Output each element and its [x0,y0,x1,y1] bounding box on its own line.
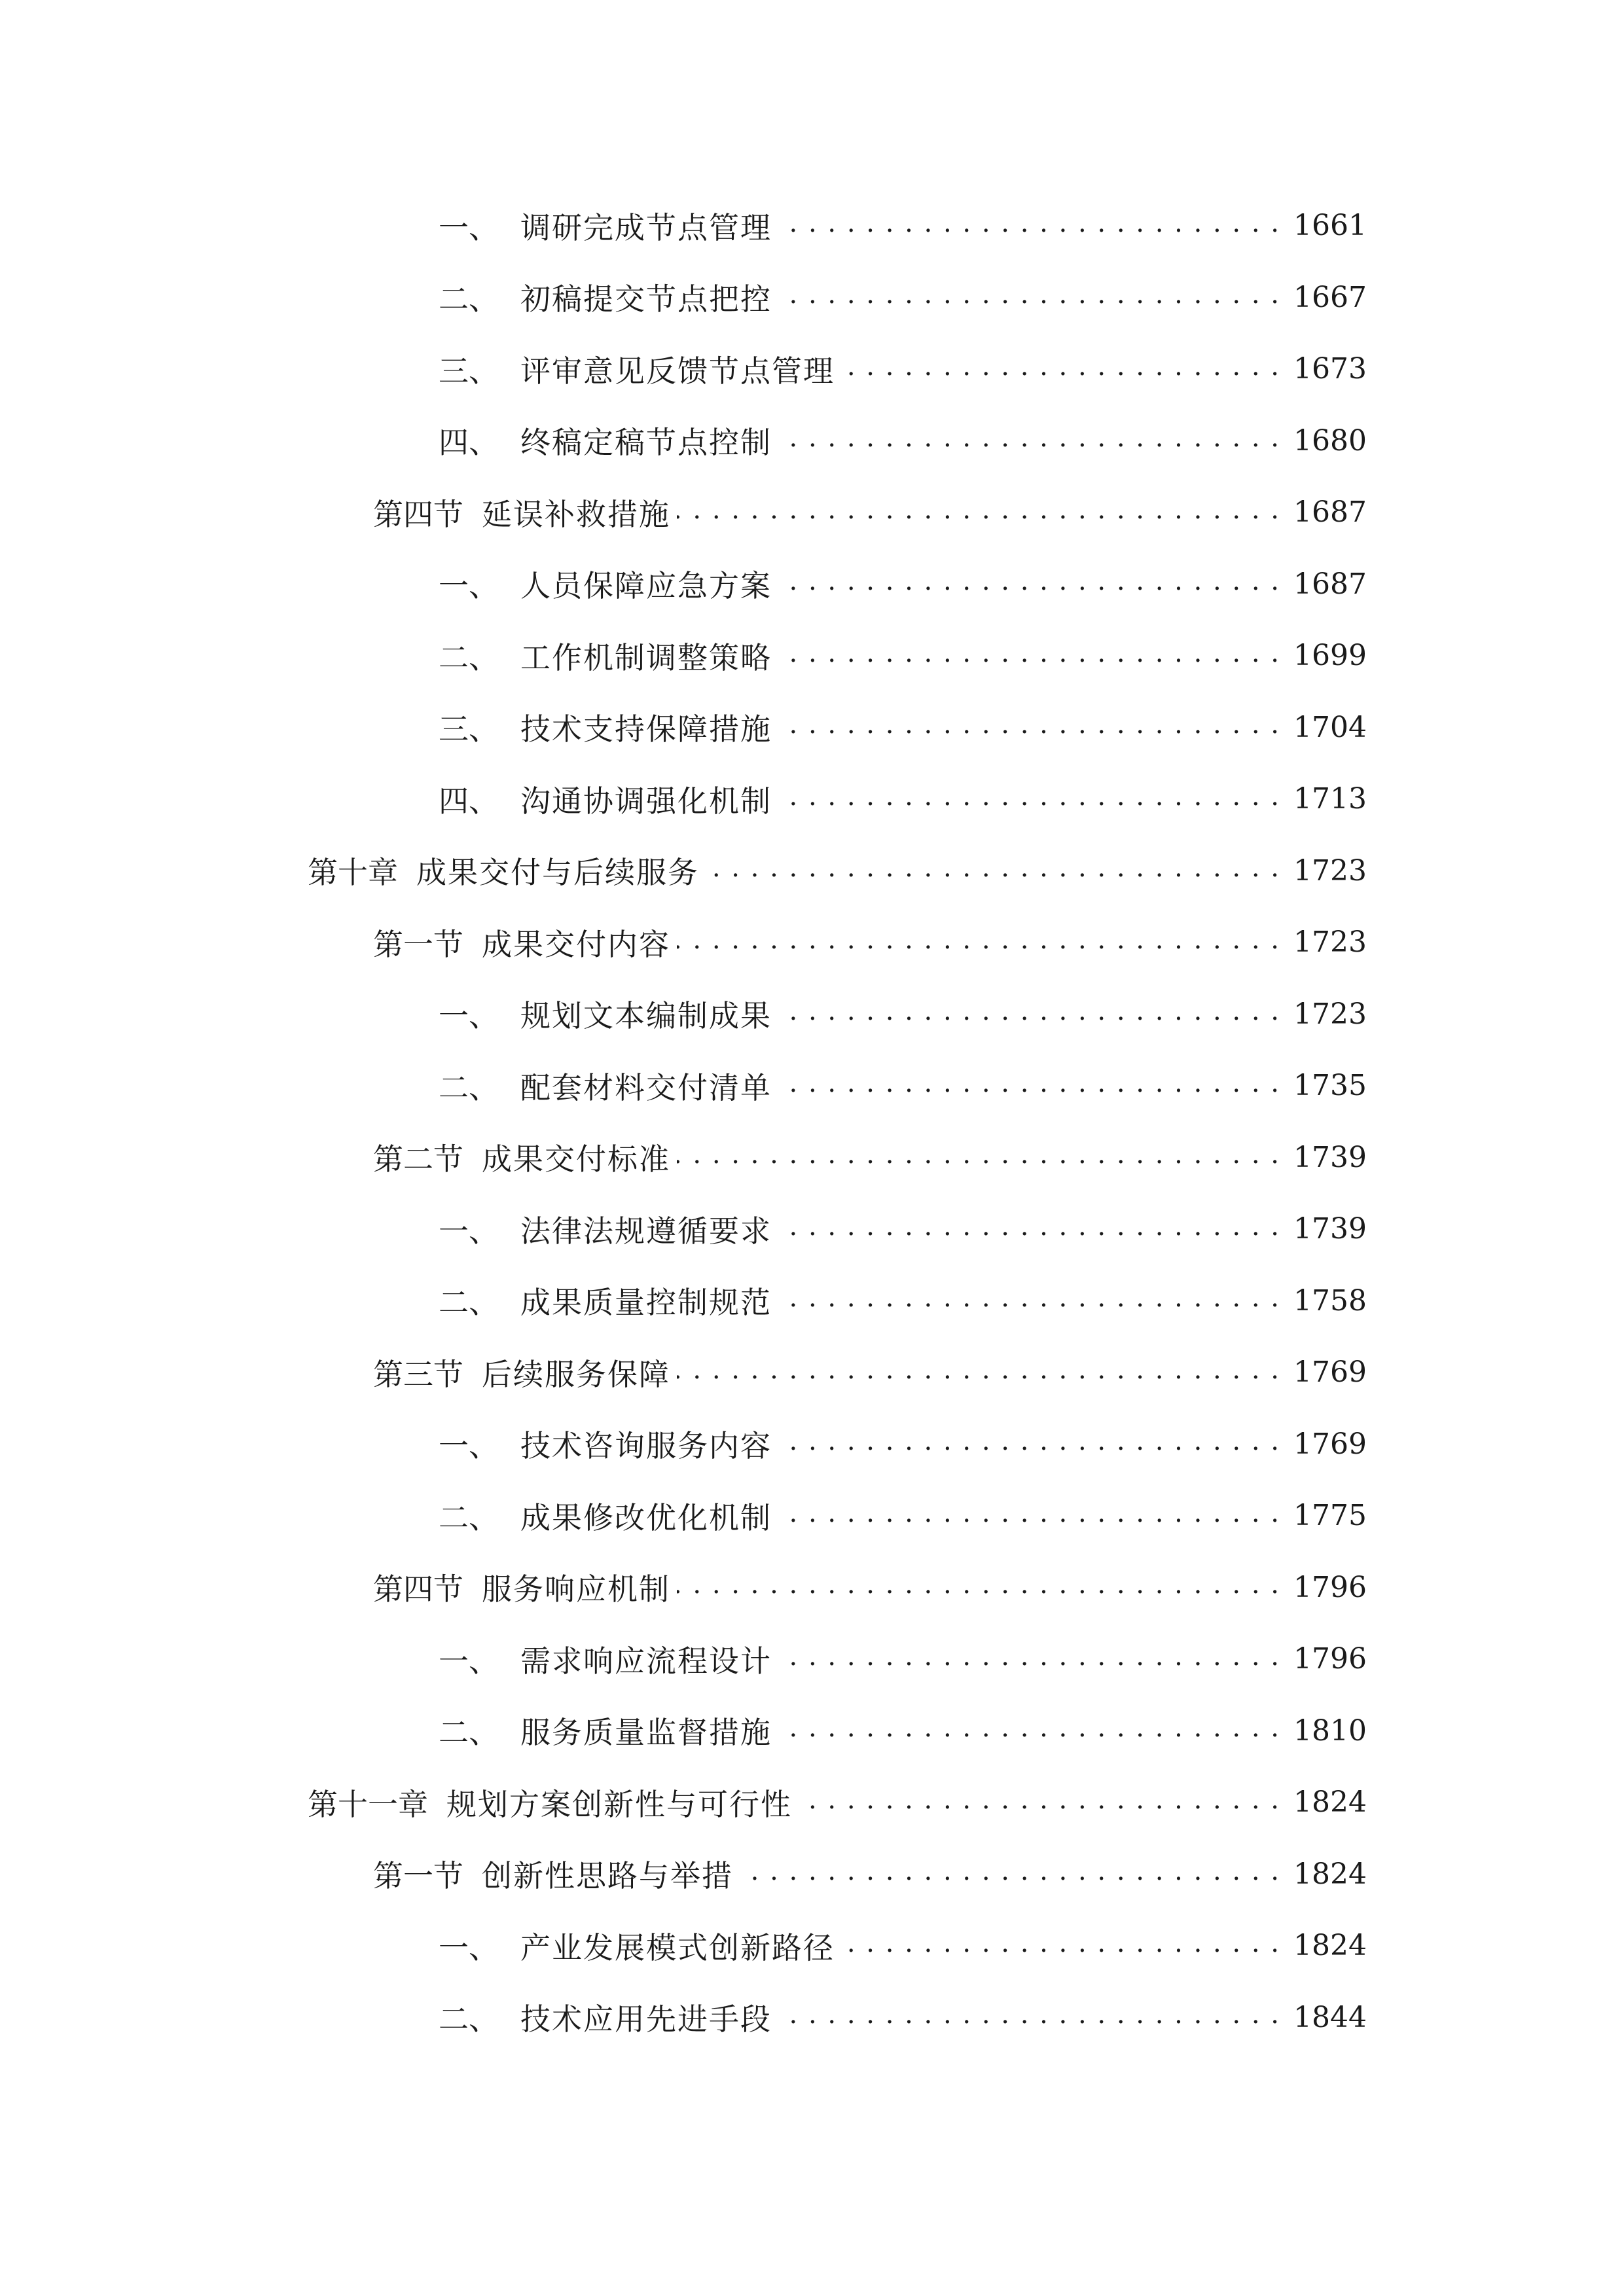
toc-entry-page: 1687 [1293,567,1367,601]
toc-entry-page: 1723 [1293,925,1367,960]
dot-leader [677,497,1280,528]
toc-entry[interactable] [0,1695,1624,1767]
toc-entry-number: 二、 [439,1285,499,1321]
toc-entry-number: 二、 [439,1069,499,1105]
toc-entry-number: 二、 [439,2001,499,2037]
toc-entry-number: 第一节 [373,1858,463,1894]
dot-leader [778,1214,1280,1244]
toc-entry-page: 1687 [1293,495,1367,529]
toc-entry-title: 初稿提交节点把控 [520,281,772,317]
toc-entry-number: 第十一章 [308,1786,428,1822]
toc-section[interactable] [0,1336,1624,1408]
toc-entry-page: 1796 [1293,1642,1367,1676]
toc-entry-title: 创新性思路与举措 [482,1858,733,1894]
toc-entry[interactable] [0,262,1624,334]
dot-leader [778,1644,1280,1674]
toc-entry-title: 延误补救措施 [482,496,670,532]
toc-entry-page: 1735 [1293,1069,1367,1103]
dot-leader [740,1859,1280,1889]
dot-leader [778,425,1280,456]
toc-entry-number: 二、 [439,639,499,675]
dot-leader [778,211,1280,241]
toc-entry-number: 二、 [439,1715,499,1751]
toc-entry-title: 调研完成节点管理 [520,209,772,245]
toc-entry[interactable] [0,190,1624,262]
toc-entry[interactable] [0,548,1624,620]
toc-entry[interactable] [0,763,1624,835]
toc-entry-number: 第一节 [373,926,463,962]
toc-entry[interactable] [0,1193,1624,1265]
dot-leader [677,927,1280,958]
toc-entry[interactable] [0,1623,1624,1695]
toc-entry-number: 一、 [439,1929,499,1965]
toc-entry-page: 1824 [1293,1785,1367,1820]
toc-section[interactable] [0,1839,1624,1910]
toc-entry-page: 1713 [1293,782,1367,816]
toc-entry-title: 服务质量监督措施 [520,1715,772,1751]
dot-leader [778,712,1280,742]
toc-entry-page: 1796 [1293,1570,1367,1604]
dot-leader [706,855,1280,886]
dot-leader [778,282,1280,312]
toc-entry-title: 成果修改优化机制 [520,1499,772,1535]
toc-entry-title: 法律法规遵循要求 [520,1213,772,1249]
toc-entry-title: 终稿定稿节点控制 [520,425,772,461]
toc-entry-title: 规划文本编制成果 [520,998,772,1034]
toc-entry-page: 1824 [1293,1929,1367,1963]
toc-entry[interactable] [0,1408,1624,1480]
toc-entry-page: 1673 [1293,352,1367,386]
toc-entry-page: 1758 [1293,1283,1367,1318]
toc-entry-page: 1723 [1293,853,1367,888]
dot-leader [841,354,1280,384]
toc-entry-number: 三、 [439,711,499,747]
toc-entry-number: 四、 [439,425,499,461]
toc-entry-page: 1824 [1293,1857,1367,1891]
toc-entry-page: 1769 [1293,1355,1367,1390]
toc-chapter[interactable] [0,835,1624,907]
dot-leader [841,1931,1280,1961]
dot-leader [778,1429,1280,1459]
toc-entry[interactable] [0,620,1624,692]
toc-entry-title: 工作机制调整策略 [520,639,772,675]
toc-entry[interactable] [0,1910,1624,1982]
toc-entry-page: 1661 [1293,209,1367,243]
toc-entry-page: 1739 [1293,1212,1367,1246]
dot-leader [778,569,1280,599]
toc-entry-number: 四、 [439,783,499,819]
toc-entry-title: 需求响应流程设计 [520,1643,772,1679]
toc-entry-title: 配套材料交付清单 [520,1069,772,1105]
toc-entry-number: 一、 [439,1643,499,1679]
toc-entry-number: 一、 [439,209,499,245]
toc-entry-title: 规划方案创新性与可行性 [446,1786,792,1822]
toc-entry[interactable] [0,405,1624,477]
toc-entry[interactable] [0,1265,1624,1337]
toc-section[interactable] [0,1122,1624,1194]
toc-entry-page: 1680 [1293,423,1367,457]
toc-entry-number: 三、 [439,353,499,389]
toc-entry-title: 成果交付标准 [482,1141,670,1177]
dot-leader [677,1142,1280,1172]
dot-leader [677,1357,1280,1388]
toc-entry-page: 1739 [1293,1140,1367,1174]
toc-entry-number: 第四节 [373,496,463,532]
toc-section[interactable] [0,906,1624,978]
toc-entry-page: 1699 [1293,639,1367,673]
toc-section[interactable] [0,1552,1624,1624]
toc-entry[interactable] [0,333,1624,405]
dot-leader [778,1071,1280,1101]
toc-entry-number: 一、 [439,568,499,604]
toc-entry[interactable] [0,692,1624,764]
dot-leader [778,1715,1280,1746]
dot-leader [778,1501,1280,1531]
toc-entry-number: 一、 [439,1428,499,1464]
toc-entry-page: 1775 [1293,1499,1367,1533]
toc-entry-number: 第二节 [373,1141,463,1177]
dot-leader [778,1285,1280,1316]
toc-entry-page: 1844 [1293,2000,1367,2034]
toc-entry-number: 第四节 [373,1571,463,1607]
toc-entry-title: 服务响应机制 [482,1571,670,1607]
toc-entry-title: 技术应用先进手段 [520,2001,772,2037]
toc-entry-title: 后续服务保障 [482,1356,670,1392]
dot-leader [778,999,1280,1029]
toc-entry-page: 1769 [1293,1427,1367,1461]
table-of-contents [0,190,1624,2053]
toc-entry-number: 二、 [439,281,499,317]
toc-entry[interactable] [0,1982,1624,2054]
toc-entry[interactable] [0,1050,1624,1122]
toc-entry[interactable] [0,978,1624,1050]
dot-leader [778,2002,1280,2032]
toc-entry-number: 第三节 [373,1356,463,1392]
toc-entry-number: 一、 [439,1213,499,1249]
toc-entry-title: 人员保障应急方案 [520,568,772,604]
toc-entry-page: 1810 [1293,1713,1367,1748]
toc-entry-title: 成果交付与后续服务 [416,855,699,891]
toc-entry-number: 二、 [439,1499,499,1535]
dot-leader [778,641,1280,671]
toc-entry-title: 评审意见反馈节点管理 [520,353,835,389]
toc-entry-title: 技术支持保障措施 [520,711,772,747]
toc-entry-title: 产业发展模式创新路径 [520,1929,835,1965]
toc-chapter[interactable] [0,1767,1624,1839]
toc-entry-number: 一、 [439,998,499,1034]
toc-entry-title: 成果交付内容 [482,926,670,962]
toc-entry-page: 1723 [1293,997,1367,1031]
toc-entry-title: 技术咨询服务内容 [520,1428,772,1464]
toc-entry-page: 1704 [1293,710,1367,744]
toc-entry-page: 1667 [1293,280,1367,314]
toc-entry[interactable] [0,1480,1624,1552]
dot-leader [778,784,1280,814]
toc-entry-number: 第十章 [308,855,398,891]
dot-leader [677,1572,1280,1602]
toc-entry-title: 沟通协调强化机制 [520,783,772,819]
dot-leader [799,1787,1280,1818]
toc-entry-title: 成果质量控制规范 [520,1285,772,1321]
toc-section[interactable] [0,476,1624,548]
